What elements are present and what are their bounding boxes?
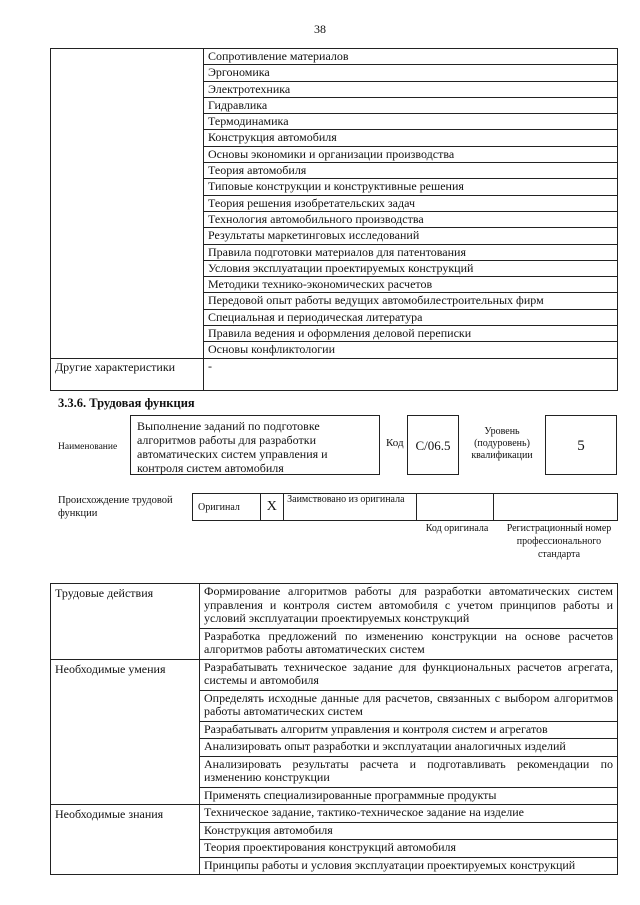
level-value-box: 5 [545,415,617,475]
name-label: Наименование [58,442,118,452]
list-item: Электротехника [204,82,617,98]
origin-table [192,493,618,521]
function-details-table [50,583,618,875]
table-row [51,49,618,359]
list-item: Технология автомобильного производства [204,212,617,228]
list-item: Применять специализированные программные продукты [204,787,497,802]
reg-number-cell [494,494,618,521]
code-value-box: C/06.5 [407,415,459,475]
list-item: Эргономика [204,65,617,81]
row-label [51,49,204,359]
level-label: Уровень (подуровень) квалификации [471,426,533,461]
list-item: Разрабатывать алгоритм управления и контроля систем и агрегатов [200,722,617,740]
list-item: Правила ведения и оформления деловой переписки [204,326,617,342]
original-label: Оригинал [193,494,261,521]
list-item: Правила подготовки материалов для патентования [204,245,617,261]
table-row [51,358,618,390]
borrowed-label: Заимствовано из оригинала [284,494,417,521]
code-original-caption: Код оригинала [425,523,489,534]
origin-label: Происхождение трудовой функции [58,495,173,519]
list-item: Основы экономики и организации производства [204,147,617,163]
list-item: Специальная и периодическая литература [204,310,617,326]
row-items [200,805,618,875]
list-item: Методики технико-экономических расчетов [204,277,617,293]
list-item: Основы конфликтологии [208,342,336,357]
reg-number-caption: Регистрационный номер профессионального стандарта [506,523,612,560]
table-row [51,584,618,660]
list-item: Теория проектирования конструкций автомобиля [200,840,617,858]
list-item: Анализировать опыт разработки и эксплуатации аналогичных изделий [200,739,617,757]
row-items [200,584,618,660]
list-item: Результаты маркетинговых исследований [204,228,617,244]
row-label: Другие характеристики [51,358,204,390]
list-item: Конструкция автомобиля [200,823,617,841]
list-item: Сопротивление материалов [204,49,617,65]
table-row [51,805,618,875]
list-item: Определять исходные данные для расчетов, связанных с выбором алгоритмов работы автоматических систем [200,691,617,722]
list-item: Разрабатывать техническое задание для функциональных расчетов агрегата, системы и автомобиля [200,660,617,691]
list-item: Конструкция автомобиля [204,130,617,146]
table-row [51,659,618,805]
list-item: - [208,358,212,373]
list-item: Техническое задание, тактико-техническое задание на изделие [200,805,617,823]
row-items [204,358,618,390]
list-item: Формирование алгоритмов работы для разработки автоматических систем управления и контроля систем автомобиля с учетом принципов работы и условий эксплуатации проектируемых конструкций [200,584,617,629]
list-item: Гидравлика [204,98,617,114]
list-item: Анализировать результаты расчета и подготавливать рекомендации по изменению конструкции [200,757,617,788]
list-item: Разработка предложений по изменению конструкции на основе расчетов алгоритмов работы автоматических систем [204,628,613,656]
function-name-box: Выполнение заданий по подготовке алгоритмов работы для разработки автоматических систем управления и контроля систем автомобиля [130,415,380,475]
list-item: Термодинамика [204,114,617,130]
code-label: Код [386,437,404,449]
list-item: Теория автомобиля [204,163,617,179]
code-original-cell [417,494,494,521]
row-items [200,659,618,805]
list-item: Передовой опыт работы ведущих автомобилестроительных фирм [204,293,617,309]
list-item: Условия эксплуатации проектируемых конструкций [204,261,617,277]
list-item: Типовые конструкции и конструктивные решения [204,179,617,195]
list-item: Теория решения изобретательских задач [204,196,617,212]
section-heading: 3.3.6. Трудовая функция [58,396,195,410]
row-label: Трудовые действия [51,584,200,660]
row-label: Необходимые умения [51,659,200,805]
row-label: Необходимые знания [51,805,200,875]
row-items [204,49,618,359]
list-item: Принципы работы и условия эксплуатации проектируемых конструкций [204,857,576,872]
knowledge-table [50,48,618,391]
page-number: 38 [314,22,326,36]
original-mark: X [260,494,284,521]
